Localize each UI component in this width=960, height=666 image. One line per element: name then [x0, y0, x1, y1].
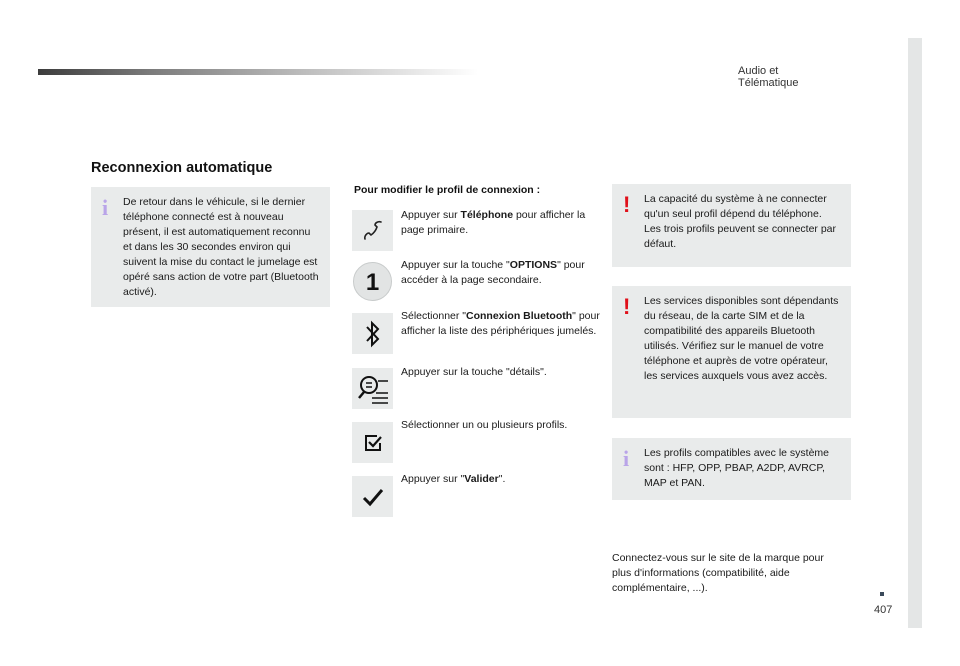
- info-box-reconnection: [91, 187, 330, 307]
- warning-icon: !: [623, 294, 631, 319]
- checkbox-icon: [352, 422, 393, 463]
- info-box-profiles: [612, 438, 851, 500]
- checkmark-icon: [352, 476, 393, 517]
- warning-text: La capacité du système à ne connecter qu'un seul profil dépend du téléphone. Les trois profils peuvent se connecter par défaut.: [644, 193, 837, 250]
- warning-icon: !: [623, 192, 631, 217]
- details-search-icon: [352, 368, 393, 409]
- info-icon: i: [102, 195, 109, 220]
- page-heading: Reconnexion automatique: [91, 160, 273, 176]
- bluetooth-icon: [352, 313, 393, 354]
- svg-text:1: 1: [365, 269, 380, 296]
- number-one-icon: [352, 261, 393, 302]
- step-4-text: Appuyer sur la touche "détails".: [401, 366, 547, 378]
- step-6-text: Appuyer sur "Valider".: [401, 473, 506, 485]
- info-text: De retour dans le véhicule, si le dernier téléphone connecté est à nouveau présent, il est automatiquement reconnu et dans les 30 secondes environ qui suivent la mise du contact le jumelage est opéré sans action de votre part (Bluetooth activé).: [123, 196, 319, 298]
- warning-box-services: [612, 286, 851, 418]
- info-icon: i: [623, 446, 630, 471]
- step-1-text: Appuyer sur Téléphone pour afficher la page primaire.: [401, 209, 586, 236]
- section-title: Audio et Télématique: [738, 65, 799, 89]
- warning-box-profile: [612, 184, 851, 267]
- header-gradient-bar: [38, 69, 478, 75]
- page-number: 407: [874, 604, 893, 616]
- page-edge-strip: [908, 38, 922, 628]
- step-3-text: Sélectionner "Connexion Bluetooth" pour afficher la liste des périphériques jumelés.: [401, 310, 600, 337]
- info-text: Les profils compatibles avec le système sont : HFP, OPP, PBAP, A2DP, AVRCP, MAP et PAN.: [644, 447, 829, 489]
- procedure-intro: Pour modifier le profil de connexion :: [354, 184, 541, 196]
- phone-handset-icon: [352, 210, 393, 251]
- page-marker: [880, 592, 884, 596]
- website-note: Connectez-vous sur le site de la marque pour plus d'informations (compatibilité, aide complémentaire, ...).: [612, 552, 824, 594]
- step-2-text: Appuyer sur la touche "OPTIONS" pour accéder à la page secondaire.: [401, 259, 585, 286]
- warning-text: Les services disponibles sont dépendants du réseau, de la carte SIM et de la compatibilité des appareils Bluetooth utilisés. Vérifiez sur le manuel de votre téléphone et auprès de votre opérateur, les services auxquels vous avez accès.: [644, 295, 839, 382]
- step-5-text: Sélectionner un ou plusieurs profils.: [401, 419, 568, 431]
